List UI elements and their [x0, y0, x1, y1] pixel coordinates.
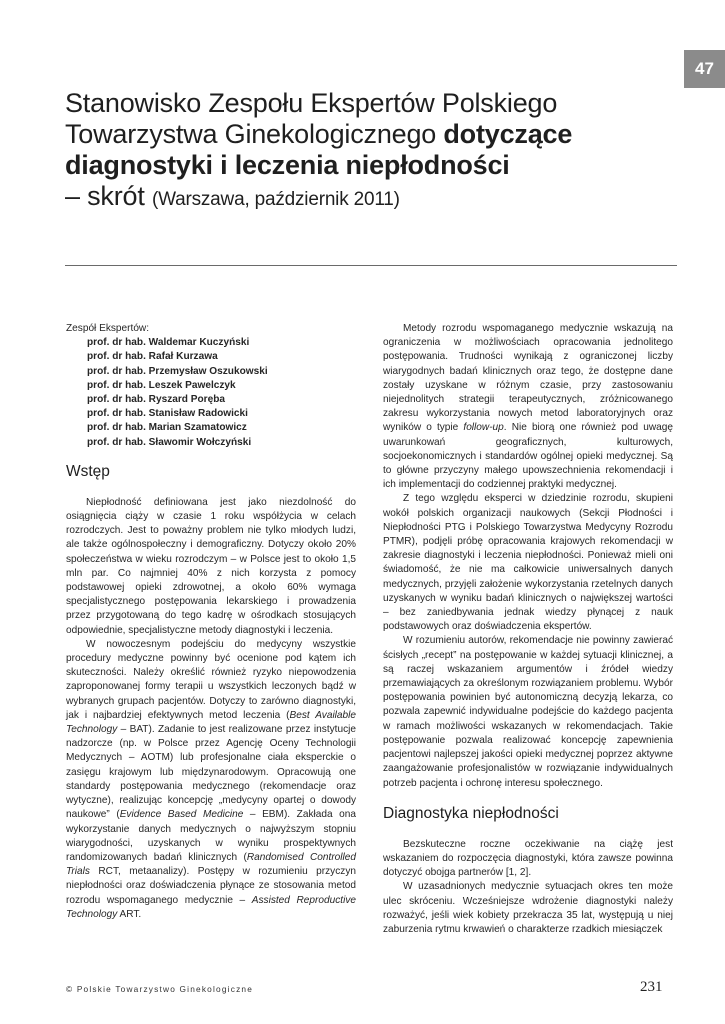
title-line-1: Stanowisko Zespołu Ekspertów Polskiego — [65, 88, 558, 118]
title-date: (Warszawa, październik 2011) — [151, 189, 400, 210]
section-heading-wstep: Wstęp — [66, 462, 110, 480]
expert-item: prof. dr hab. Sławomir Wołczyński — [87, 436, 252, 448]
experts-list — [87, 336, 356, 450]
experts-label: Zespół Ekspertów: — [66, 323, 150, 334]
text-run: RCT, metaanalizy). Postępy w rozumieniu przyczyn niepłodności oraz doświadczenia płynące ze stosowania metod rozrodu wspomaganego medycznie – — [66, 866, 356, 906]
title-bold-2: diagnostyki i leczenia niepłodności — [65, 150, 510, 180]
text-run: – BAT). Zadanie to jest realizowane przez instytucje nadzorcze (np. w Polsce przez Agencję Oceny Technologii Medycznych – AOTM) lub profesjonalne ciała eksperckie o zasięgu krajowym lub międzynarodowym. Opracowują one standardy postępowania medycznego (rekomendacje oraz wytyczne), realizując koncepcję „medycyny opartej o dowody naukowe” ( — [66, 724, 356, 821]
expert-item: prof. dr hab. Leszek Pawelczyk — [87, 379, 236, 391]
italic-term: Best Available Technology — [66, 709, 357, 736]
footer-copyright: © Polskie Towarzystwo Ginekologiczne — [66, 984, 254, 994]
paragraph: Z tego względu eksperci w dziedzinie rozrodu, skupieni wokół polskich organizacji naukowych (Sekcji Płodności i Niepłodności PTG i Polskiego Towarzystwa Medycyny Rozrodu PTMR), podjęli próbę opracowania krajowych rekomendacji w zakresie diagnostyki i leczenia niepłodności. Ponieważ mieli oni świadomość, że nie ma całkowicie uniwersalnych danych medycznych, przyjęli założenie wykorzystania rzetelnych danych uzyskanych w wyniku badań klinicznych o największej wartości – bez zaniedbywania jednak wiedzy płynącej z nauk podstawowych oraz doświadczenia ekspertów. — [383, 493, 673, 633]
italic-term: Evidence Based Medicine — [119, 809, 244, 821]
paragraph: W rozumieniu autorów, rekomendacje nie powinny zawierać ścisłych „recept” na postępowanie w każdej sytuacji klinicznej, a są raczej wskazaniem argumentów i źródeł wiedzy przemawiających za określonym rozwiązaniem problemu. Wybór postępowania powinien być autonomiczną decyzją lekarza, co pozwala zapewnić indywidualne podejście do każdego pacjenta w ramach możliwości wskazanych w rekomendacjach. Takie postępowanie pozwala realizować koncepcję zapewnienia pacjentowi najlepszej jakości opieki medycznej poprzez aktywne zaangażowanie profesjonalistów w rozwiązanie indywidualnych potrzeb pacjenta i ochronę interesu społecznego. — [383, 635, 673, 789]
italic-term: Assisted Reproductive Technology — [66, 894, 356, 920]
title-line-5: – skrót — [65, 181, 152, 211]
expert-item: prof. dr hab. Przemysław Oszukowski — [87, 365, 268, 377]
article-title — [65, 88, 665, 215]
italic-term: Randomised Controlled Trials — [66, 851, 357, 878]
text-run: – EBM). Zakłada ona wykorzystanie danych medycznych o najwyższym stopniu wiarygodności, uzyskanych w wyniku prospektywnych randomizowanych badań klinicznych ( — [66, 809, 356, 863]
title-divider — [65, 265, 677, 266]
section-heading-diagnostyka: Diagnostyka niepłodności — [383, 804, 559, 822]
chapter-number-tab: 47 — [684, 50, 725, 88]
right-column — [383, 322, 673, 937]
expert-item: prof. dr hab. Marian Szamatowicz — [87, 422, 247, 434]
paragraph: Niepłodność definiowana jest jako niezdolność do osiągnięcia ciąży w czasie 1 roku współżycia w celach rozrodczych. Jest to poważny problem nie tylko młodych ludzi, ale także ogólnospołeczny i demograficzny. Dotyczy około 20% społeczeństwa w wieku rozrodczym – w Polsce jest to około 1,5 mln par. Co najmniej 40% z nich korzysta z pomocy podstawowej opieki zdrowotnej, a około 60% wymaga specjalistycznego postępowania lekarskiego i prowadzenia przez przygotowaną do tego kadrę w ośrodkach stosujących odpowiednie, specjalistyczne metody diagnostyki i leczenia. — [66, 496, 356, 636]
left-column — [66, 322, 356, 922]
paragraph: Bezskuteczne roczne oczekiwanie na ciążę jest wskazaniem do rozpoczęcia diagnostyki, która zawsze powinna dotyczyć obojga partnerów [1, 2]. — [383, 838, 673, 879]
text-run: W nowoczesnym podejściu do medycyny wszystkie procedury medyczne powinny być ocenione pod kątem ich skuteczności. Należy określić również ryzyko niepowodzenia zaproponowanej formy terapii u wszystkich leczonych bądź w wybranych grupach pacjentów. Dotyczy to zarówno diagnostyki, jak i najbardziej efektywnych metod leczenia ( — [66, 638, 356, 721]
page-number: 231 — [640, 979, 663, 995]
expert-item: prof. dr hab. Stanisław Radowicki — [87, 408, 248, 420]
expert-item: prof. dr hab. Waldemar Kuczyński — [87, 337, 250, 349]
paragraph: W uzasadnionych medycznie sytuacjach okres ten może ulec skróceniu. Wcześniejsze wdrożenie diagnostyki należy rozważyć, jeśli wiek kobiety przekracza 35 lat, występują u niej zaburzenia rytmu krwawień o charakterze rzadkich miesiączek — [383, 881, 673, 935]
text-run: Metody rozrodu wspomaganego medycznie wskazują na ograniczenia w możliwościach opracowania jednolitego postępowania. Trudności wynikają z ograniczonej liczby wiarygodnych badań klinicznych oraz tego, że dostępne dane zostały uzyskane w różnym czasie, przy zastosowaniu niejednolitych strategii terapeutycznych, zróżnicowanego zakresu wykorzystania nowych metod laboratoryjnych oraz wyników o typie — [383, 323, 673, 434]
title-line-2: Towarzystwa Ginekologicznego — [65, 119, 444, 149]
expert-item: prof. dr hab. Ryszard Poręba — [87, 394, 225, 406]
expert-item: prof. dr hab. Rafał Kurzawa — [87, 351, 218, 363]
paragraph — [66, 638, 356, 922]
text-run: ART. — [117, 908, 142, 920]
paragraph — [383, 322, 673, 492]
text-run: . Nie biorą one również pod uwagę uwarunkowań geograficznych, kulturowych, socjoekonomicznych i standardów ogólnej opieki medycznej. Są to główne przyczyny małego upowszechnienia rekomendacji i ich implementacji do codziennej praktyki medycznej. — [383, 422, 673, 491]
title-bold-1: dotyczące — [443, 119, 573, 149]
italic-term: follow-up — [463, 422, 504, 434]
